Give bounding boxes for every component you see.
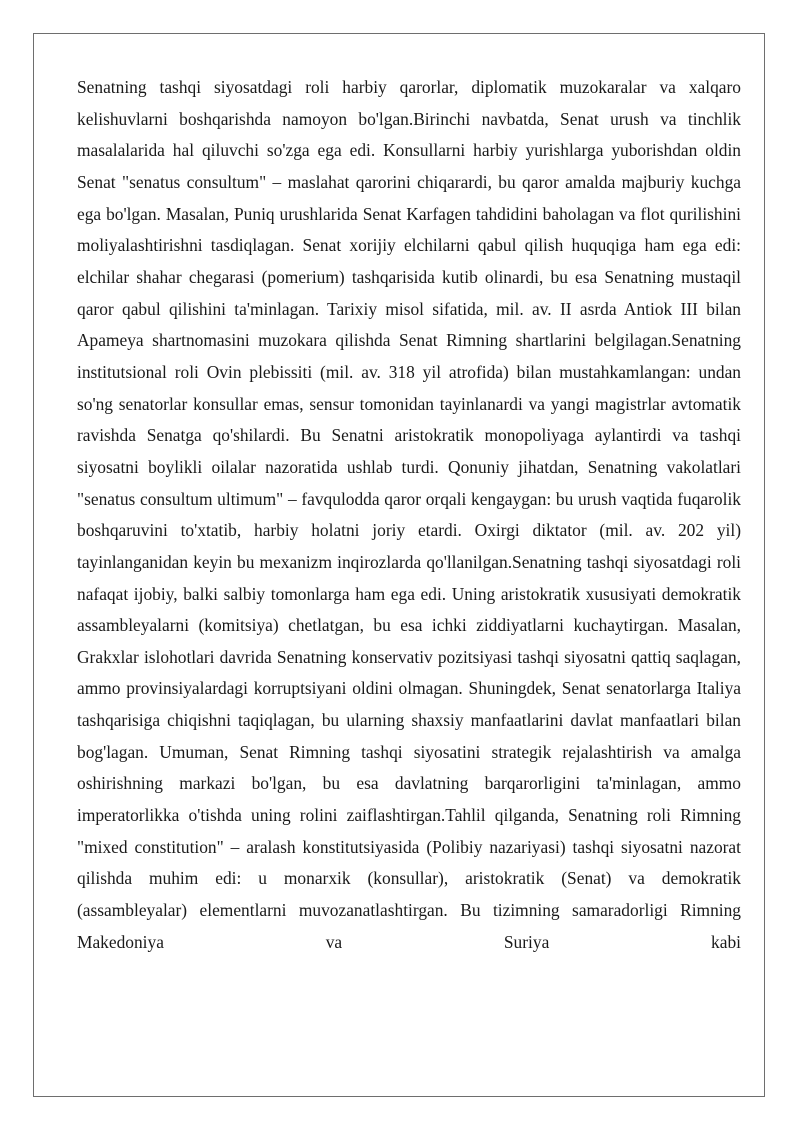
body-paragraph: Senatning tashqi siyosatdagi roli harbiy qarorlar, diplomatik muzokaralar va xalqaro kelishuvlarni boshqarishda namoyon bo'lgan.Birinchi navbatda, Senat urush va tinchlik masalalarida hal qiluvchi so'zga ega edi. Konsullarni harbiy yurishlarga yuborishdan oldin Senat "senatus consultum" – maslahat qarorini chiqarardi, bu qaror amalda majburiy kuchga ega bo'lgan. Masalan, Puniq urushlarida Senat Karfagen tahdidini baholagan va flot qurilishini moliyalashtirishni tasdiqlagan. Senat xorijiy elchilarni qabul qilish huquqiga ham ega edi: elchilar shahar chegarasi (pomerium) tashqarisida kutib olinardi, bu esa Senatning mustaqil qaror qabul qilishini ta'minlagan. Tarixiy misol sifatida, mil. av. II asrda Antiok III bilan Apameya shartnomasini muzokara qilishda Senat Rimning shartlarini belgilagan.Senatning institutsional roli Ovin plebissiti (mil. av. 318 yil atrofida) bilan mustahkamlangan: undan so'ng senatorlar konsullar emas, sensur tomonidan tayinlanardi va yangi magistrlar avtomatik ravishda Senatga qo'shilardi. Bu Senatni aristokratik monopoliyaga aylantirdi va tashqi siyosatni boylikli oilalar nazoratida ushlab turdi. Qonuniy jihatdan, Senatning vakolatlari "senatus consultum ultimum" – favqulodda qaror orqali kengaygan: bu urush vaqtida fuqarolik boshqaruvini to'xtatib, harbiy holatni joriy etardi. Oxirgi diktator (mil. av. 202 yil) tayinlanganidan keyin bu mexanizm inqirozlarda qo'llanilgan.Senatning tashqi siyosatdagi roli nafaqat ijobiy, balki salbiy tomonlarga ham ega edi. Uning aristokratik xususiyati demokratik assambleyalarni (komitsiya) chetlatgan, bu esa ichki ziddiyatlarni kuchaytirgan. Masalan, Grakxlar islohotlari davrida Senatning konservativ pozitsiyasi tashqi siyosatni qattiq saqlagan, ammo provinsiyalardagi korruptsiyani oldini olmagan. Shuningdek, Senat senatorlarga Italiya tashqarisiga chiqishni taqiqlagan, bu ularning shaxsiy manfaatlarini davlat manfaatlari bilan bog'lagan. Umuman, Senat Rimning tashqi siyosatini strategik rejalashtirish va amalga oshirishning markazi bo'lgan, bu esa davlatning barqarorligini ta'minlagan, ammo imperatorlikka o'tishda uning rolini zaiflashtirgan.Tahlil qilganda, Senatning roli Rimning "mixed constitution" – aralash konstitutsiyasida (Polibiy nazariyasi) tashqi siyosatni nazorat qilishda muhim edi: u monarxik (konsullar), aristokratik (Senat) va demokratik (assambleyalar) elementlarni muvozanatlashtirgan. Bu tizimning samaradorligi Rimning Makedoniya va Suriya kabi <box>77 77 741 952</box>
